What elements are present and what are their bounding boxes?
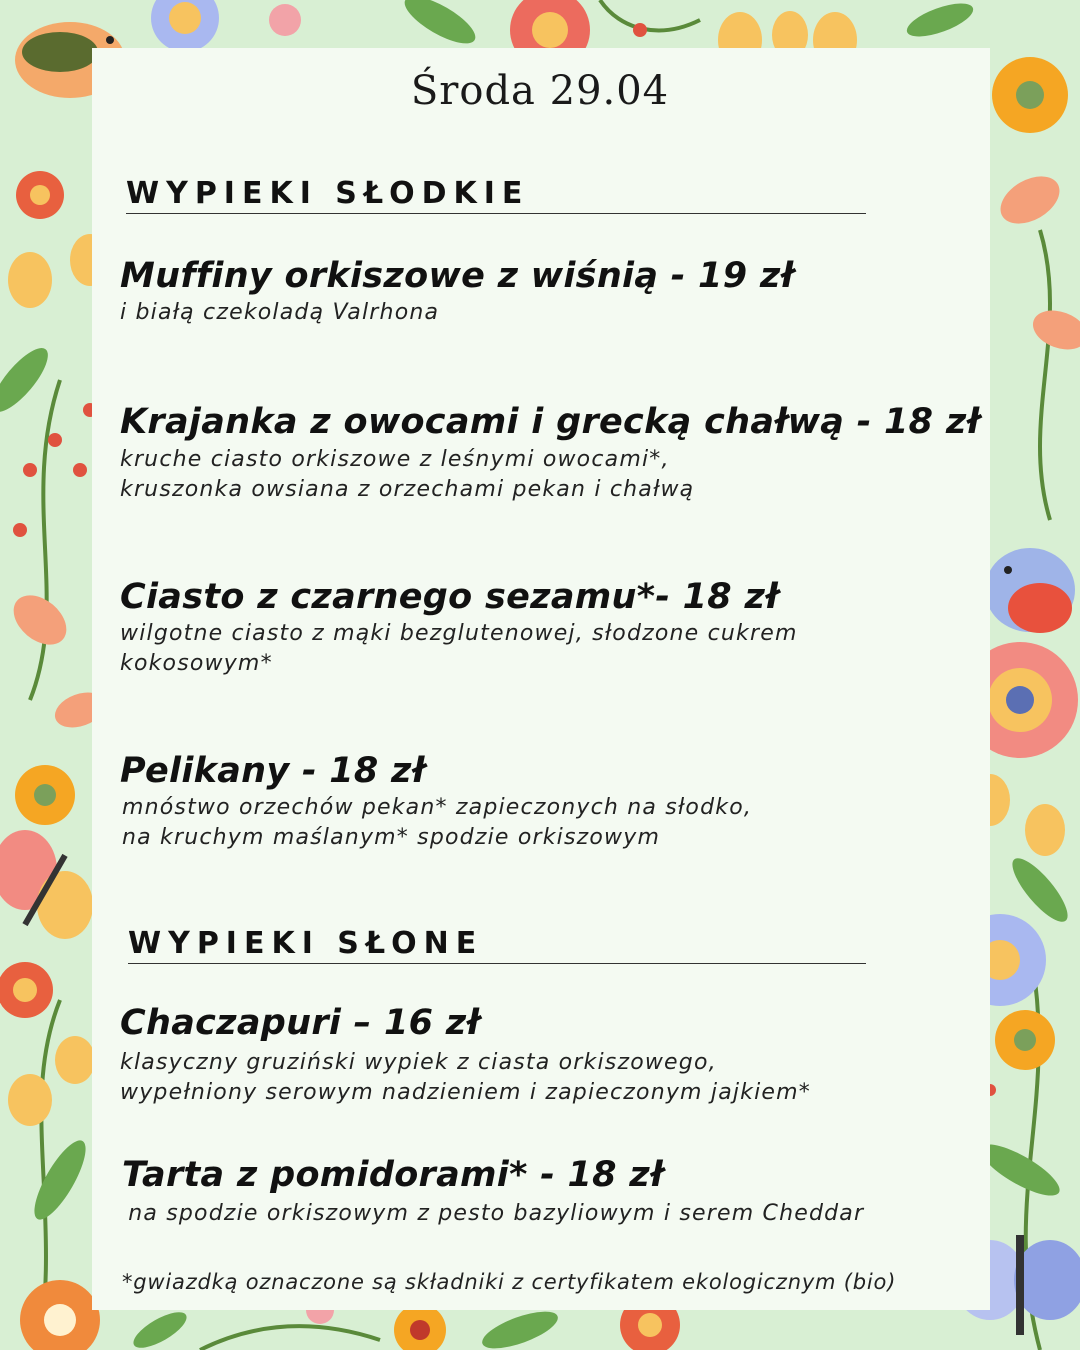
menu-item-title: Krajanka z owocami i grecką chałwą - 18 zł [120,402,980,442]
menu-item-title: Tarta z pomidorami* - 18 zł [122,1155,664,1195]
menu-item-title: Muffiny orkiszowe z wiśnią - 19 zł [120,256,794,296]
menu-item-description: klasyczny gruziński wypiek z ciasta orkiszowego, wypełniony serowym nadzieniem i zapieczonym jajkiem* [120,1050,812,1105]
menu-item-description: mnóstwo orzechów pekan* zapieczonych na słodko, na kruchym maślanym* spodzie orkiszowym [122,795,753,850]
menu-item-description: na spodzie orkiszowym z pesto bazyliowym i serem Cheddar [120,1201,865,1226]
section-heading-savory: WYPIEKI SŁONE [128,926,866,964]
section-heading-sweet: WYPIEKI SŁODKIE [126,176,866,214]
menu-item-title: Pelikany - 18 zł [120,751,426,791]
menu-item-description: kruche ciasto orkiszowe z leśnymi owocami*, kruszonka owsiana z orzechami pekan i chałwą [120,447,695,502]
menu-item-description: wilgotne ciasto z mąki bezglutenowej, słodzone cukrem kokosowym* [120,621,798,676]
menu-item-title: Chaczapuri – 16 zł [120,1003,480,1043]
menu-item-description: i białą czekoladą Valrhona [120,300,440,325]
menu-item-title: Ciasto z czarnego sezamu*- 18 zł [120,577,779,617]
footnote: *gwiazdką oznaczone są składniki z certyfikatem ekologicznym (bio) [122,1270,897,1294]
menu-card [92,48,990,1310]
page-title: Środa 29.04 [410,68,670,114]
